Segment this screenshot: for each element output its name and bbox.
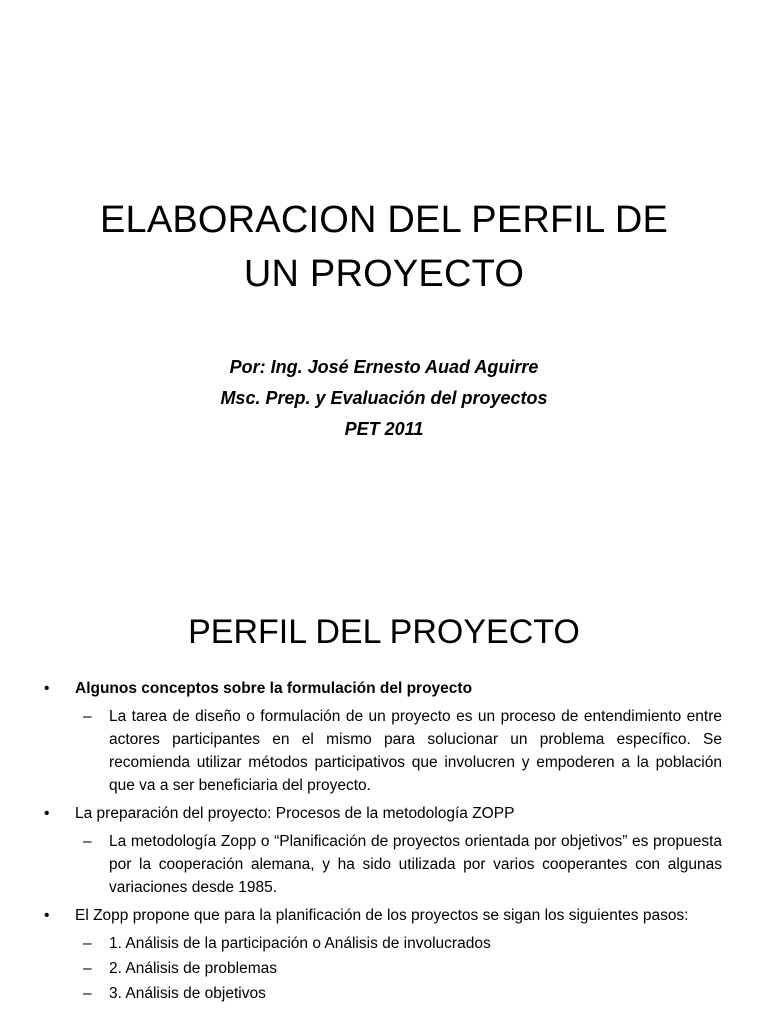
event-line: PET 2011 bbox=[344, 419, 424, 439]
list-item bbox=[0, 802, 768, 825]
bullet-icon: • bbox=[44, 680, 50, 697]
presentation-title bbox=[0, 193, 768, 301]
title-line-2: UN PROYECTO bbox=[243, 253, 525, 295]
subtitle-block bbox=[0, 352, 768, 445]
item-text: 3. Análisis de objetivos bbox=[109, 985, 266, 1002]
title-line-1: ELABORACION DEL PERFIL DE bbox=[99, 199, 669, 241]
list-item bbox=[0, 677, 768, 700]
dash-icon: – bbox=[83, 960, 92, 977]
slide-perfil bbox=[0, 576, 768, 1024]
list-item bbox=[0, 957, 768, 980]
author-line: Por: Ing. José Ernesto Auad Aguirre bbox=[229, 357, 539, 377]
degree-line: Msc. Prep. y Evaluación del proyectos bbox=[220, 388, 548, 408]
dash-icon: – bbox=[83, 985, 92, 1002]
item-text: El Zopp propone que para la planificación de los proyectos se sigan los siguientes pasos: bbox=[75, 907, 689, 924]
list-item bbox=[0, 830, 768, 899]
list-item bbox=[0, 932, 768, 955]
list-item bbox=[0, 904, 768, 927]
item-text: La metodología Zopp o “Planificación de proyectos orientada por objetivos” es propuesta por la cooperación alemana, y ha sido utilizada por varios cooperantes con algunas variaciones desde 1985. bbox=[109, 833, 722, 896]
dash-icon: – bbox=[83, 833, 92, 850]
dash-icon: – bbox=[83, 935, 92, 952]
bullet-icon: • bbox=[44, 805, 50, 822]
dash-icon: – bbox=[83, 708, 92, 725]
slide-heading: PERFIL DEL PROYECTO bbox=[188, 613, 580, 651]
item-text: La preparación del proyecto: Procesos de la metodología ZOPP bbox=[75, 805, 515, 822]
item-text: La tarea de diseño o formulación de un proyecto es un proceso de entendimiento entre actores participantes en el mismo para solucionar un problema específico. Se recomienda utilizar métodos participativos que involucren y empoderen a la población que va a ser beneficiaria del proyecto. bbox=[109, 708, 722, 794]
bullet-icon: • bbox=[44, 907, 50, 924]
bullet-list bbox=[0, 677, 768, 1005]
item-text: 1. Análisis de la participación o Análisis de involucrados bbox=[109, 935, 491, 952]
item-text: 2. Análisis de problemas bbox=[109, 960, 278, 977]
list-item bbox=[0, 982, 768, 1005]
list-item bbox=[0, 705, 768, 797]
item-text: Algunos conceptos sobre la formulación del proyecto bbox=[75, 680, 473, 697]
